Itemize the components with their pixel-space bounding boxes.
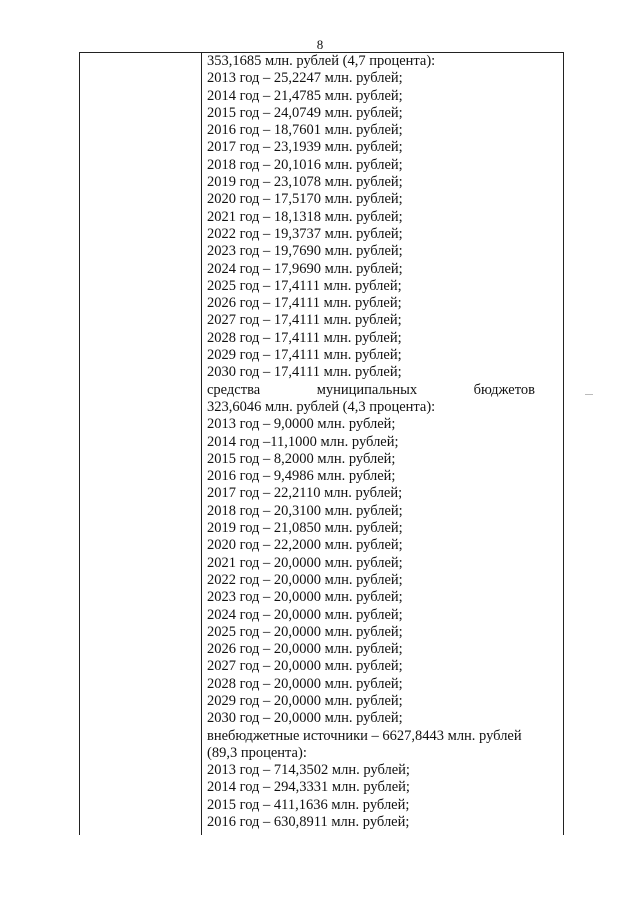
text-line: 2019 год – 23,1078 млн. рублей;: [207, 174, 403, 191]
text-line: 2014 год – 294,3331 млн. рублей;: [207, 779, 410, 796]
text-line: 2016 год – 9,4986 млн. рублей;: [207, 468, 396, 485]
text-line: 2016 год – 18,7601 млн. рублей;: [207, 122, 403, 139]
text-line: 2015 год – 24,0749 млн. рублей;: [207, 104, 403, 121]
text-line: внебюджетные источники – 6627,8443 млн. рублей: [207, 727, 522, 744]
text-line: 2013 год – 25,2247 млн. рублей;: [207, 70, 403, 87]
text-line: 2015 год – 411,1636 млн. рублей;: [207, 796, 410, 813]
text-line: 2025 год – 17,4111 млн. рублей;: [207, 277, 402, 294]
text-line: 2024 год – 17,9690 млн. рублей;: [207, 260, 403, 277]
text-line: 2023 год – 19,7690 млн. рублей;: [207, 243, 403, 260]
text-line: 2026 год – 17,4111 млн. рублей;: [207, 295, 402, 312]
text-line: 2019 год – 21,0850 млн. рублей;: [207, 520, 403, 537]
municipal-heading-word: средства: [207, 381, 261, 398]
municipal-heading-word: бюджетов: [473, 381, 535, 398]
page-number: 8: [316, 37, 324, 52]
text-line: 2023 год – 20,0000 млн. рублей;: [207, 589, 403, 606]
text-line: 2022 год – 19,3737 млн. рублей;: [207, 225, 403, 242]
text-line: 2014 год –11,1000 млн. рублей;: [207, 433, 399, 450]
text-line: 2028 год – 20,0000 млн. рублей;: [207, 675, 403, 692]
text-line: 2020 год – 17,5170 млн. рублей;: [207, 191, 403, 208]
regional-budget-block: [207, 53, 559, 382]
extrabudgetary-block: [207, 728, 559, 832]
text-line: 2015 год – 8,2000 млн. рублей;: [207, 450, 396, 467]
table-right-column: [207, 53, 559, 835]
table-left-column: [80, 53, 202, 835]
text-line: 2029 год – 20,0000 млн. рублей;: [207, 692, 403, 709]
text-line: 2020 год – 22,2000 млн. рублей;: [207, 537, 403, 554]
text-line: 2017 год – 22,2110 млн. рублей;: [207, 485, 403, 502]
text-line: 2017 год – 23,1939 млн. рублей;: [207, 139, 403, 156]
text-line: 2025 год – 20,0000 млн. рублей;: [207, 623, 403, 640]
text-line: 2018 год – 20,1016 млн. рублей;: [207, 156, 403, 173]
text-line: 2030 год – 17,4111 млн. рублей;: [207, 364, 402, 381]
municipal-budget-block: [207, 399, 559, 728]
text-line: 2026 год – 20,0000 млн. рублей;: [207, 641, 403, 658]
text-line: 2014 год – 21,4785 млн. рублей;: [207, 87, 403, 104]
text-line: 2016 год – 630,8911 млн. рублей;: [207, 814, 410, 831]
text-line: 323,6046 млн. рублей (4,3 процента):: [207, 398, 436, 415]
funding-table: [79, 52, 564, 835]
text-line: 2030 год – 20,0000 млн. рублей;: [207, 710, 403, 727]
text-line: 2021 год – 18,1318 млн. рублей;: [207, 208, 403, 225]
municipal-heading: [207, 382, 559, 399]
text-line: 2022 год – 20,0000 млн. рублей;: [207, 571, 403, 588]
text-line: 2024 год – 20,0000 млн. рублей;: [207, 606, 403, 623]
margin-mark: [585, 394, 593, 395]
text-line: 2013 год – 714,3502 млн. рублей;: [207, 762, 410, 779]
text-line: 2028 год – 17,4111 млн. рублей;: [207, 329, 402, 346]
text-line: 2021 год – 20,0000 млн. рублей;: [207, 554, 403, 571]
text-line: 2029 год – 17,4111 млн. рублей;: [207, 347, 402, 364]
text-line: 2027 год – 20,0000 млн. рублей;: [207, 658, 403, 675]
text-line: 2027 год – 17,4111 млн. рублей;: [207, 312, 402, 329]
text-line: 2013 год – 9,0000 млн. рублей;: [207, 416, 396, 433]
text-line: (89,3 процента):: [207, 744, 307, 761]
text-line: 2018 год – 20,3100 млн. рублей;: [207, 502, 403, 519]
text-line: 353,1685 млн. рублей (4,7 процента):: [207, 53, 436, 69]
municipal-heading-word: муниципальных: [316, 381, 418, 398]
